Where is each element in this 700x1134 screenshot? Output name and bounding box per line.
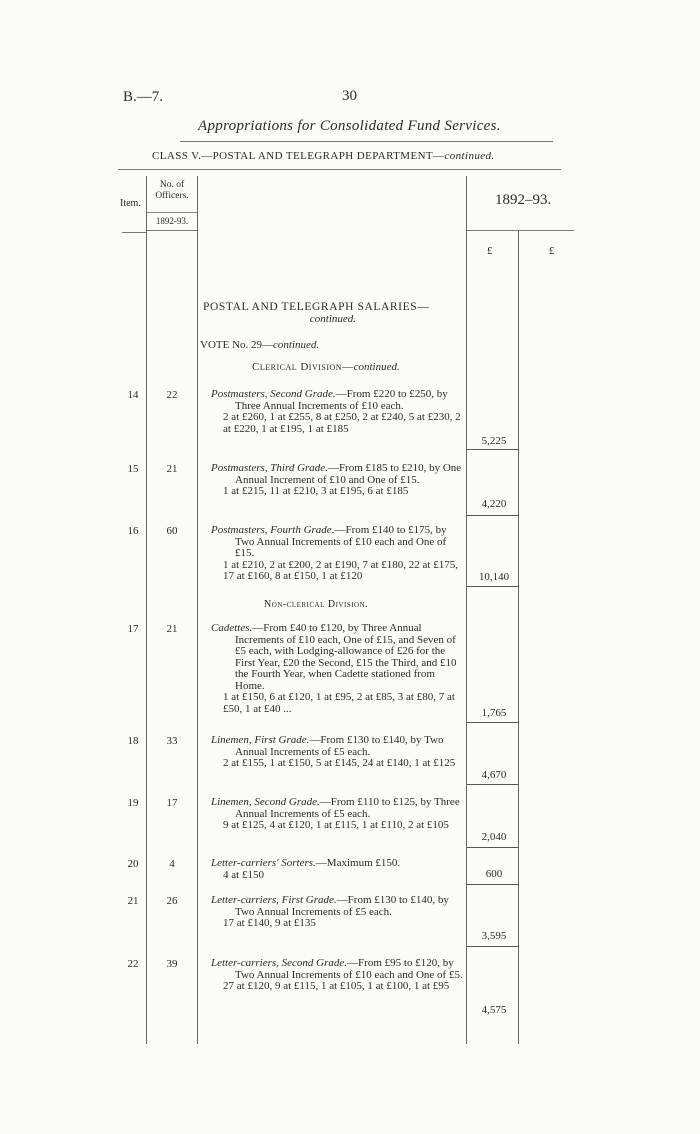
officers-header-line1: No. of bbox=[159, 180, 185, 190]
section-title-text: POSTAL AND TELEGRAPH SALARIES— bbox=[203, 301, 430, 313]
entry-description: —From £220 to £250, by Three Annual Increments of £10 each. bbox=[235, 388, 448, 412]
entry-description: —From £140 to £175, by Two Annual Increments of £10 each and One of £15. bbox=[235, 524, 447, 559]
entry-title: Letter-carriers, First Grade. bbox=[211, 894, 337, 906]
item-number: 16 bbox=[127, 525, 139, 537]
entry-detail: 1 at £210, 2 at £200, 2 at £190, 7 at £180, 22 at £175, 17 at £160, 8 at £150, 1 at £120 bbox=[223, 558, 458, 582]
entry-detail: 1 at £215, 11 at £210, 3 at £195, 6 at £185 bbox=[223, 485, 409, 497]
item-number: 15 bbox=[127, 463, 139, 475]
class-heading-text: CLASS V.—POSTAL AND TELEGRAPH DEPARTMENT— bbox=[152, 150, 445, 162]
item-number: 18 bbox=[127, 735, 139, 747]
section-title bbox=[203, 301, 463, 325]
entry-title: Linemen, Second Grade. bbox=[211, 796, 320, 808]
officer-count: 22 bbox=[166, 389, 178, 401]
clerical-division-continued: continued. bbox=[353, 361, 400, 373]
entry-detail: 2 at £260, 1 at £255, 8 at £250, 2 at £240, 5 at £230, 2 at £220, 1 at £195, 1 at £185 bbox=[223, 411, 461, 435]
entry-description: —From £110 to £125, by Three Annual Increments of £5 each. bbox=[235, 796, 460, 820]
entry-amount: 4,220 bbox=[481, 498, 507, 510]
clerical-division-text: Clerical Division— bbox=[252, 361, 354, 373]
clerical-division-heading bbox=[252, 361, 400, 373]
officer-count: 39 bbox=[166, 958, 178, 970]
item-number: 17 bbox=[127, 623, 139, 635]
page-number: 30 bbox=[342, 88, 357, 104]
entry-title: Letter-carriers' Sorters. bbox=[211, 857, 316, 869]
entry-detail: 9 at £125, 4 at £120, 1 at £115, 1 at £110, 2 at £105 bbox=[223, 819, 449, 831]
non-clerical-division-heading: Non-clerical Division. bbox=[264, 599, 369, 610]
entry-description: —From £40 to £120, by Three Annual Increments of £10 each, One of £15, and Seven of £5 each, with Lodging-allowance of £26 for the First Year, £20 the Second, £15 the Third, and £10 the Fourth Year, when Cadette stationed from Home. bbox=[235, 622, 457, 692]
entry-detail: 1 at £150, 6 at £120, 1 at £95, 2 at £85, 3 at £80, 7 at £50, 1 at £40 ... bbox=[223, 691, 455, 715]
document-reference: B.—7. bbox=[123, 89, 164, 105]
entry-amount: 2,040 bbox=[481, 831, 507, 843]
officers-column-header bbox=[147, 180, 197, 202]
officers-year-header: 1892-93. bbox=[155, 216, 189, 226]
officer-count: 4 bbox=[169, 858, 175, 870]
item-number: 19 bbox=[127, 797, 139, 809]
entry-description: —From £185 to £210, by One Annual Increment of £10 and One of £15. bbox=[235, 462, 462, 486]
entry-description: —From £95 to £120, by Two Annual Increments of £10 each and One of £5. bbox=[235, 957, 463, 981]
entry-amount: 5,225 bbox=[481, 435, 507, 447]
officer-count: 33 bbox=[166, 735, 178, 747]
vote-heading bbox=[200, 339, 319, 351]
item-number: 22 bbox=[127, 958, 139, 970]
item-column-header: Item. bbox=[120, 198, 141, 209]
year-column-header: 1892–93. bbox=[495, 192, 552, 208]
entry-title: Cadettes. bbox=[211, 622, 253, 634]
entry-description: —Maximum £150. bbox=[315, 857, 401, 869]
entry-detail: 2 at £155, 1 at £150, 5 at £145, 24 at £140, 1 at £125 bbox=[223, 757, 456, 769]
item-number: 21 bbox=[127, 895, 139, 907]
officer-count: 21 bbox=[166, 463, 178, 475]
currency-symbol-2: £ bbox=[549, 245, 555, 257]
entry-title: Postmasters, Fourth Grade. bbox=[211, 524, 335, 536]
officer-count: 21 bbox=[166, 623, 178, 635]
entry-title: Postmasters, Third Grade. bbox=[211, 462, 328, 474]
entry-description: —From £130 to £140, by Two Annual Increments of £5 each. bbox=[235, 894, 449, 918]
class-heading-continued: continued. bbox=[444, 150, 495, 162]
officers-header-line2: Officers. bbox=[155, 191, 189, 201]
entry-detail: 4 at £150 bbox=[223, 868, 264, 881]
entry-amount: 4,575 bbox=[481, 1004, 507, 1016]
entry-amount: 1,765 bbox=[481, 707, 507, 719]
entry-amount: 4,670 bbox=[481, 769, 507, 781]
entry-title: Postmasters, Second Grade. bbox=[211, 388, 336, 400]
class-heading bbox=[152, 150, 495, 162]
entry-detail: 27 at £120, 9 at £115, 1 at £105, 1 at £100, 1 at £95 bbox=[223, 980, 450, 992]
section-title-continued: continued. bbox=[309, 313, 357, 325]
entry-amount: 600 bbox=[485, 868, 503, 880]
vote-heading-text: VOTE No. 29— bbox=[200, 339, 274, 351]
entry-detail: 17 at £140, 9 at £135 bbox=[223, 917, 316, 929]
item-number: 14 bbox=[127, 389, 139, 401]
entry-amount: 3,595 bbox=[481, 930, 507, 942]
entry-amount: 10,140 bbox=[478, 571, 510, 583]
entry-title: Linemen, First Grade. bbox=[211, 734, 310, 746]
vote-heading-continued: continued. bbox=[273, 339, 320, 351]
entry-description: —From £130 to £140, by Two Annual Increments of £5 each. bbox=[235, 734, 444, 758]
entry-title: Letter-carriers, Second Grade. bbox=[211, 957, 348, 969]
officer-count: 26 bbox=[166, 895, 178, 907]
officer-count: 60 bbox=[166, 525, 178, 537]
page-title: Appropriations for Consolidated Fund Services. bbox=[198, 118, 501, 134]
item-number: 20 bbox=[127, 858, 139, 870]
currency-symbol-1: £ bbox=[487, 245, 493, 257]
officer-count: 17 bbox=[166, 797, 178, 809]
